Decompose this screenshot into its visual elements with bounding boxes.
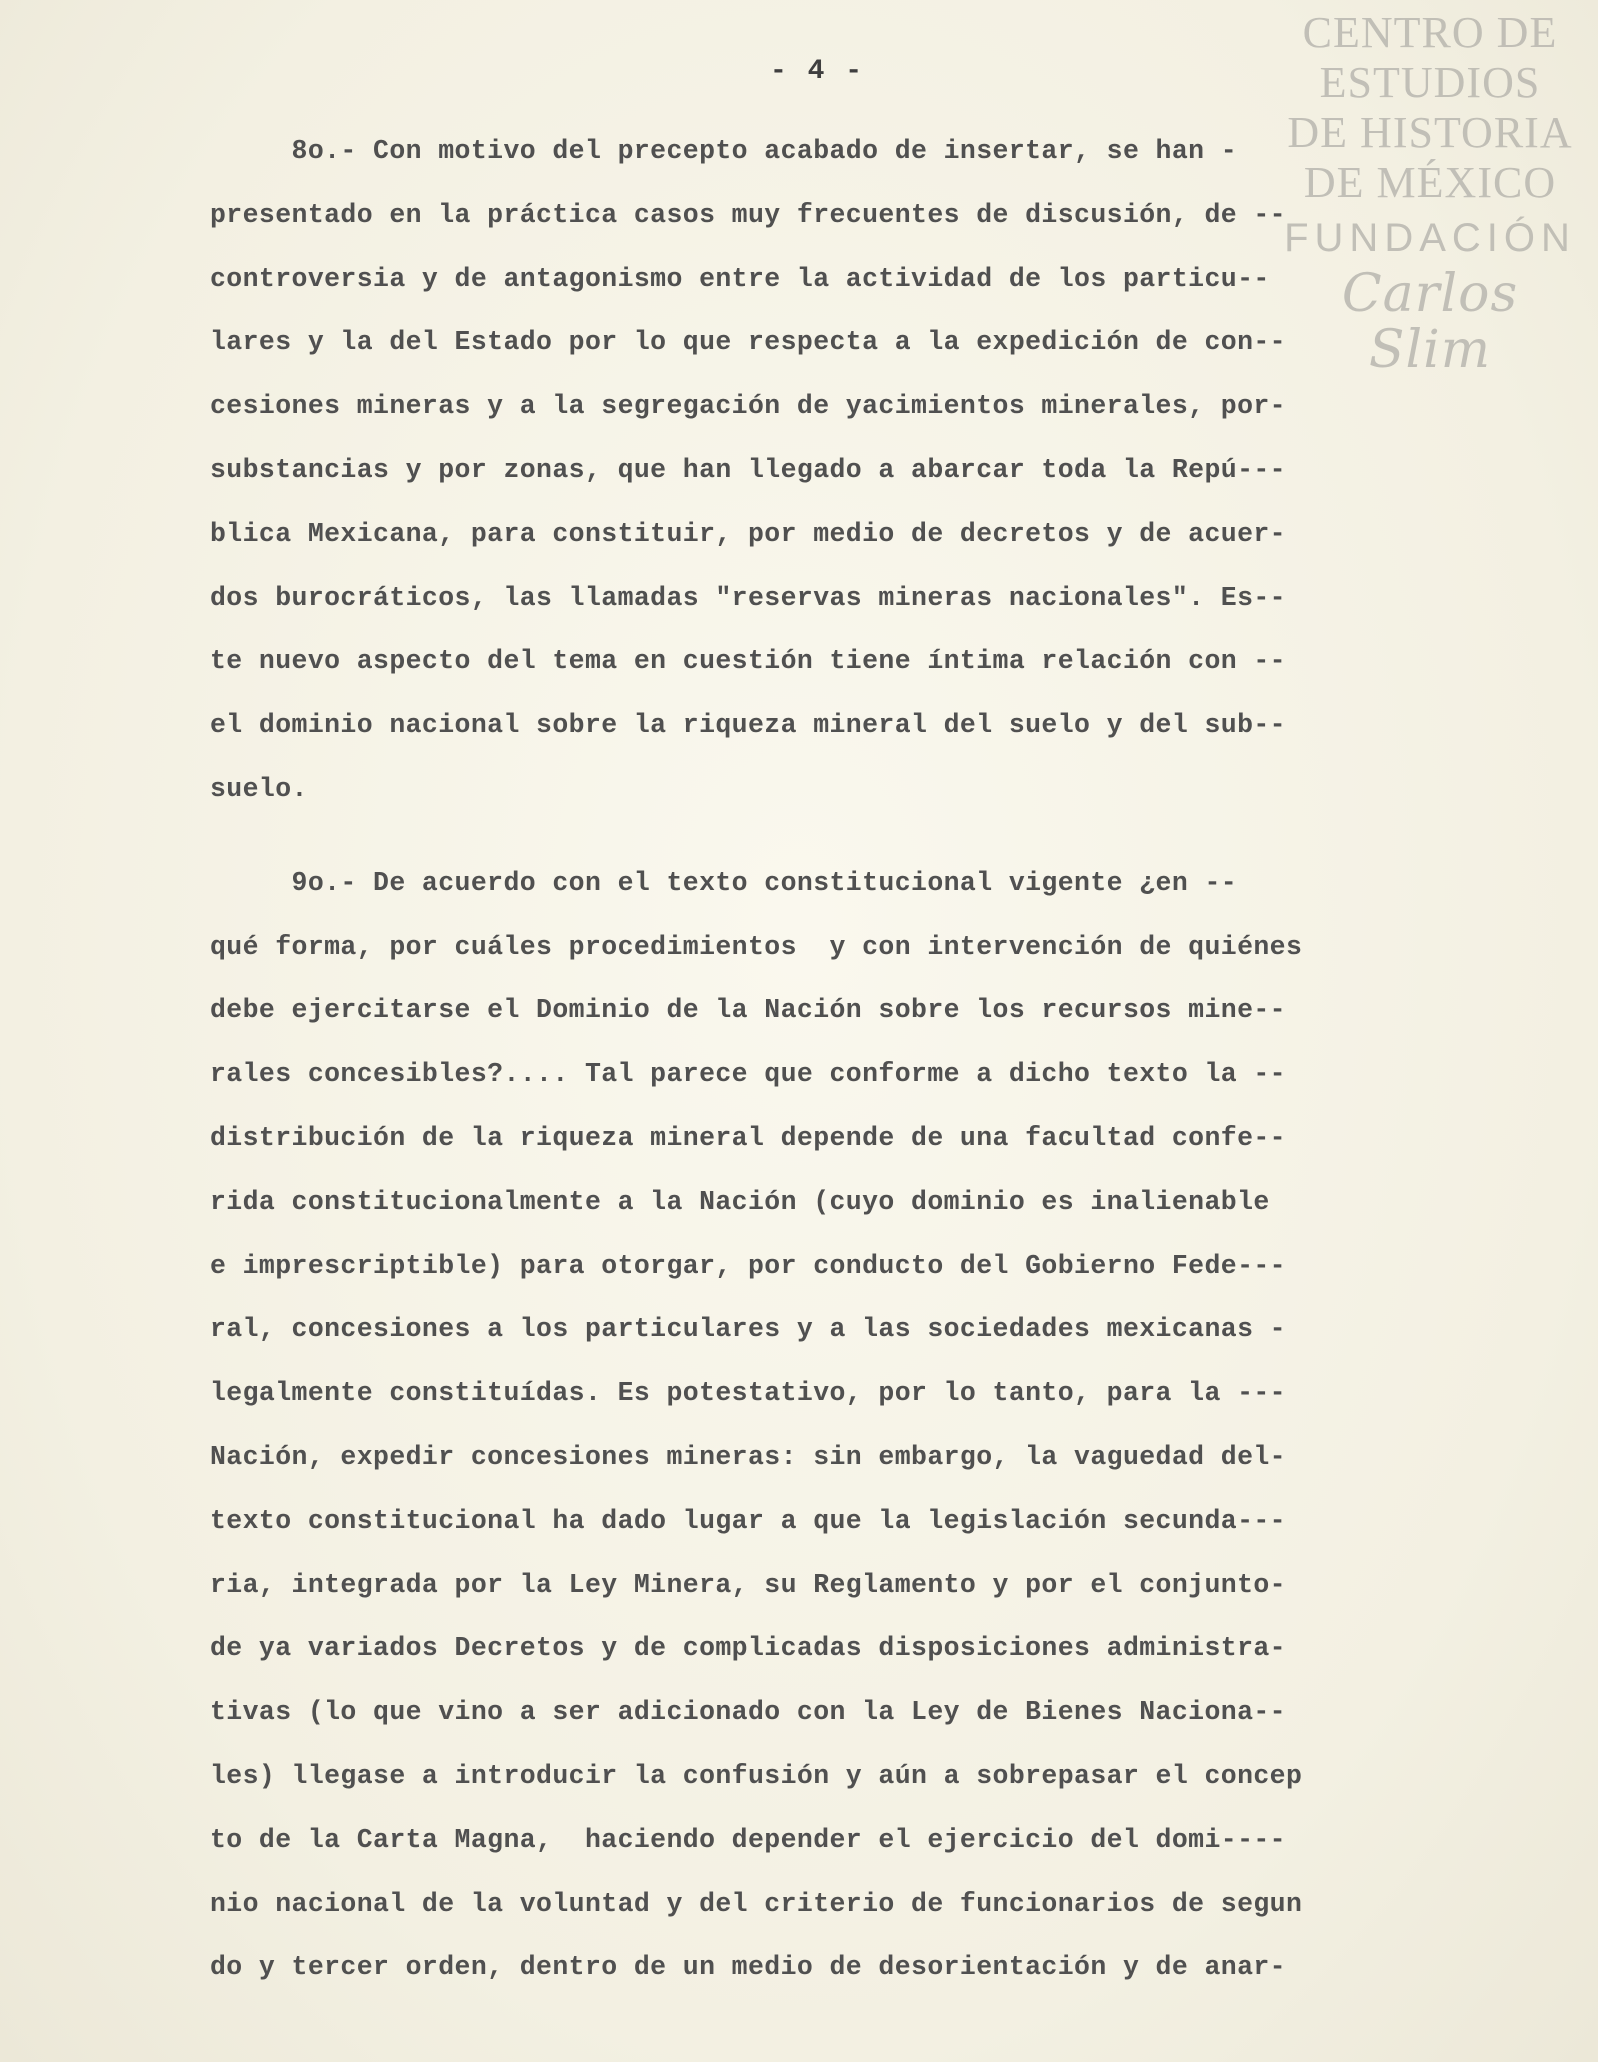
paragraph-9 xyxy=(210,852,1480,2000)
text-line: 9o.- De acuerdo con el texto constitucional vigente ¿en -- xyxy=(210,867,1238,898)
watermark-line: DE MÉXICO xyxy=(1303,158,1557,207)
text-line: el dominio nacional sobre la riqueza mineral del suelo y del sub-- xyxy=(210,710,1286,741)
text-line: dos burocráticos, las llamadas "reservas mineras nacionales". Es-- xyxy=(210,582,1286,613)
text-line: blica Mexicana, para constituir, por medio de decretos y de acuer- xyxy=(210,518,1286,549)
text-line: substancias y por zonas, que han llegado a abarcar toda la Repú--- xyxy=(210,454,1286,485)
text-line: texto constitucional ha dado lugar a que la legislación secunda--- xyxy=(210,1505,1286,1536)
text-line: cesiones mineras y a la segregación de yacimientos minerales, por- xyxy=(210,391,1286,422)
watermark-line: CENTRO DE xyxy=(1302,8,1558,57)
text-line: nio nacional de la voluntad y del criterio de funcionarios de segun xyxy=(210,1888,1303,1919)
text-line: de ya variados Decretos y de complicadas disposiciones administra- xyxy=(210,1633,1286,1664)
text-line: do y tercer orden, dentro de un medio de desorientación y de anar- xyxy=(210,1952,1286,1983)
watermark-fundacion: FUNDACIÓN xyxy=(1284,216,1576,260)
typewritten-body xyxy=(210,120,1480,2000)
text-line: les) llegase a introducir la confusión y aún a sobrepasar el concep xyxy=(210,1760,1303,1791)
text-line: to de la Carta Magna, haciendo depender el ejercicio del domi---- xyxy=(210,1824,1286,1855)
text-line: ral, concesiones a los particulares y a las sociedades mexicanas - xyxy=(210,1314,1286,1345)
text-line: Nación, expedir concesiones mineras: sin embargo, la vaguedad del- xyxy=(210,1441,1286,1472)
text-line: suelo. xyxy=(210,773,308,804)
text-line: legalmente constituídas. Es potestativo, por lo tanto, para la --- xyxy=(210,1378,1286,1409)
watermark-signature: Carlos Slim xyxy=(1341,264,1519,380)
watermark-line: ESTUDIOS xyxy=(1319,58,1541,107)
page-number: - 4 - xyxy=(770,56,865,87)
text-line: controversia y de antagonismo entre la actividad de los particu-- xyxy=(210,263,1270,294)
text-line: rida constitucionalmente a la Nación (cuyo dominio es inalienable xyxy=(210,1186,1270,1217)
text-line: presentado en la práctica casos muy frecuentes de discusión, de -- xyxy=(210,199,1286,230)
text-line: distribución de la riqueza mineral depende de una facultad confe-- xyxy=(210,1122,1286,1153)
text-line: qué forma, por cuáles procedimientos y con intervención de quiénes xyxy=(210,931,1303,962)
paragraph-8 xyxy=(210,120,1480,822)
text-line: rales concesibles?.... Tal parece que conforme a dicho texto la -- xyxy=(210,1059,1286,1090)
paragraph-gap xyxy=(210,822,1480,852)
text-line: tivas (lo que vino a ser adicionado con la Ley de Bienes Naciona-- xyxy=(210,1697,1286,1728)
text-line: debe ejercitarse el Dominio de la Nación sobre los recursos mine-- xyxy=(210,995,1286,1026)
text-line: e imprescriptible) para otorgar, por conducto del Gobierno Fede--- xyxy=(210,1250,1286,1281)
watermark-line: DE HISTORIA xyxy=(1287,108,1573,157)
text-line: 8o.- Con motivo del precepto acabado de insertar, se han - xyxy=(210,136,1238,166)
text-line: ria, integrada por la Ley Minera, su Reglamento y por el conjunto- xyxy=(210,1569,1286,1600)
text-line: lares y la del Estado por lo que respecta a la expedición de con-- xyxy=(210,327,1286,358)
text-line: te nuevo aspecto del tema en cuestión tiene íntima relación con -- xyxy=(210,646,1286,677)
